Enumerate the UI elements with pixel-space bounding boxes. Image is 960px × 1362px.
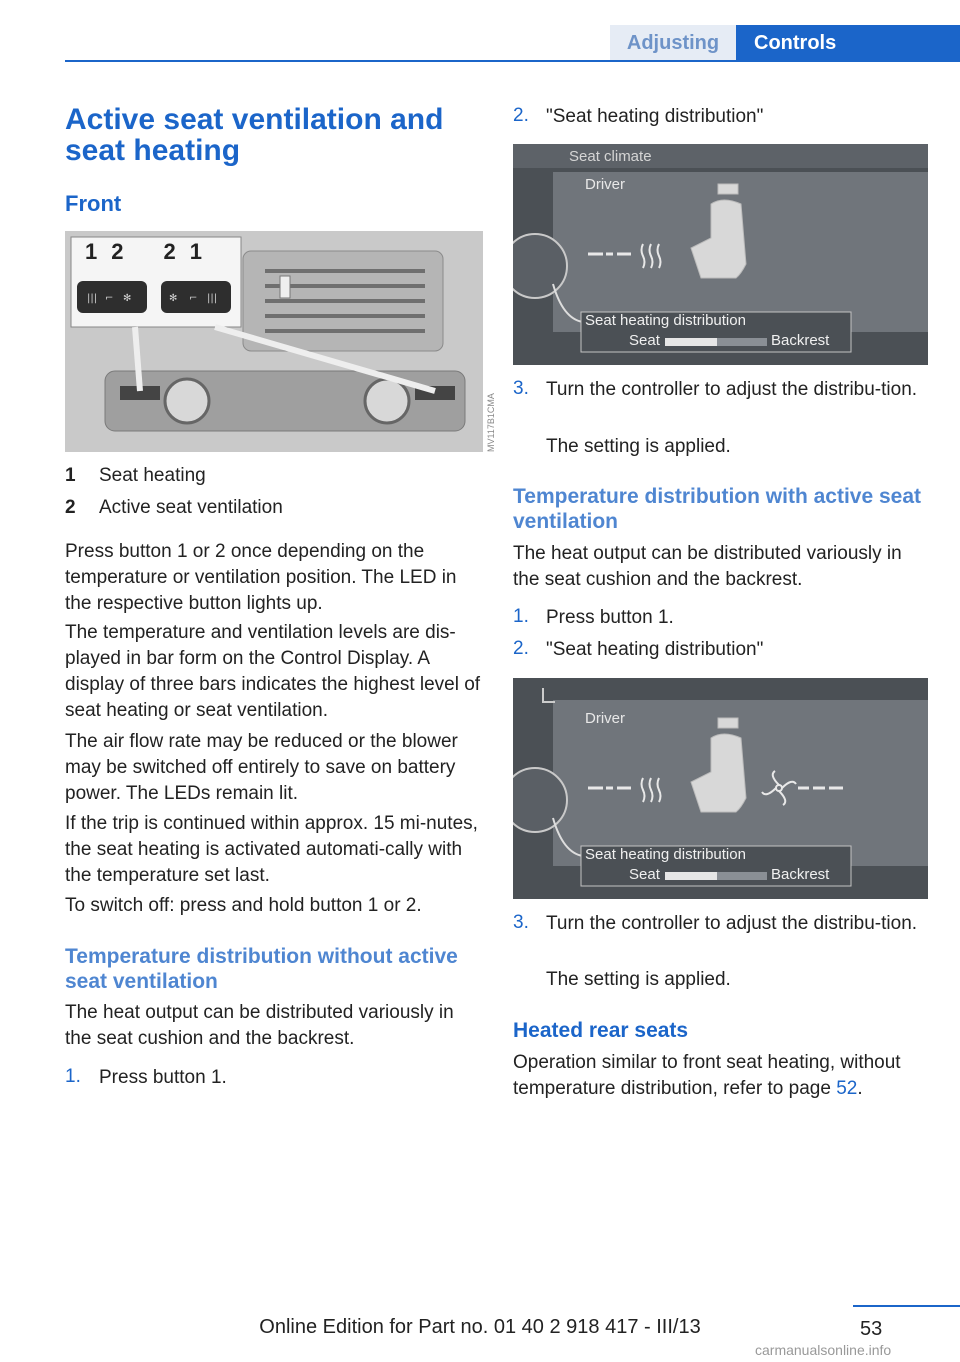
screen1-seat: Seat <box>629 332 660 349</box>
section-title-rear-seats: Heated rear seats <box>513 1019 689 1042</box>
page-number-rule <box>853 1305 960 1307</box>
b-step-num-2: 2. <box>513 638 529 659</box>
screen2-menu[interactable]: Seat heating distribution <box>585 846 746 863</box>
screen2-seat: Seat <box>629 866 660 883</box>
rear-end: . <box>857 1078 863 1099</box>
screen1-header: Seat climate <box>569 148 652 165</box>
step-text-1: Press button 1. <box>99 1067 227 1088</box>
b-step-num-1: 1. <box>513 606 529 627</box>
seat-distribution-screen <box>513 678 928 899</box>
b-step-text-2: "Seat heating distribution" <box>546 639 764 660</box>
svg-text:⌐: ⌐ <box>189 293 198 304</box>
screen1-backrest: Backrest <box>771 332 830 349</box>
page-number: 53 <box>860 1318 883 1340</box>
section-title-with-ventilation: Temperature distribution with active seat ventilation <box>513 485 922 533</box>
legend-num-2: 2 <box>65 497 76 518</box>
step-text-3: Turn the controller to adjust the distribu‐tion. <box>546 379 918 400</box>
screen1-menu[interactable]: Seat heating distribution <box>585 312 746 329</box>
step-num-1: 1. <box>65 1066 81 1087</box>
svg-text:⌐: ⌐ <box>105 293 114 304</box>
section-title-without-ventilation: Temperature distribution without active seat ventilation <box>65 945 458 993</box>
step-num-3: 3. <box>513 378 529 399</box>
paragraph-trip: If the trip is continued within approx. 15 mi‐nutes, the seat heating is activated automati‐cally with the temperature set last. <box>65 813 478 886</box>
fig-label-1a: 1 <box>85 239 106 264</box>
fig-label-2b: 2 <box>163 239 184 264</box>
section-tab-adjusting[interactable]: Adjusting <box>610 25 736 61</box>
screen2-backrest: Backrest <box>771 866 830 883</box>
paragraph-air-flow: The air flow rate may be reduced or the blower may be switched off entirely to save on battery power. The LEDs remain lit. <box>65 731 458 804</box>
seat-climate-screen <box>513 144 928 365</box>
step-num-2: 2. <box>513 105 529 126</box>
svg-text:|||: ||| <box>87 293 98 304</box>
screen1-driver: Driver <box>585 176 625 193</box>
watermark: carmanualsonline.info <box>755 1342 892 1358</box>
rear-text: Operation similar to front seat heating, without temperature distribution, refer to page <box>513 1052 901 1099</box>
b-step-text-1: Press button 1. <box>546 607 674 628</box>
figure-code: MV117B1CMA <box>486 393 496 452</box>
svg-text:|||: ||| <box>207 293 218 304</box>
fig-label-1b: 1 <box>189 239 210 264</box>
step-result-3: The setting is applied. <box>546 436 731 457</box>
subtitle-front: Front <box>65 191 122 216</box>
header-rule <box>65 60 960 62</box>
page-title: Active seat ventilation and seat heating <box>65 103 444 167</box>
screen2-driver: Driver <box>585 710 625 727</box>
legend-text-1: Seat heating <box>99 465 206 486</box>
b-step-num-3: 3. <box>513 912 529 933</box>
section-tab-controls[interactable]: Controls <box>736 25 960 61</box>
paragraph-rear-seats <box>513 1050 933 1102</box>
page-link-52[interactable]: 52 <box>836 1078 858 1099</box>
svg-text:✻: ✻ <box>123 293 132 304</box>
fig-label-2a: 2 <box>111 239 132 264</box>
paragraph-levels: The temperature and ventilation levels are dis‐played in bar form on the Control Display. A display of three bars indicates the highest level of seat heating or seat ventilation. <box>65 622 481 721</box>
b-step-text-3: Turn the controller to adjust the distribu‐tion. <box>546 913 918 934</box>
seat-climate-graphic <box>513 144 928 365</box>
dashboard-figure <box>65 231 483 452</box>
section-paragraph-with-ventilation: The heat output can be distributed variously in the seat cushion and the backrest. <box>513 543 902 590</box>
svg-text:✻: ✻ <box>169 293 178 304</box>
paragraph-switch-off: To switch off: press and hold button 1 or 2. <box>65 895 422 916</box>
b-step-result-3: The setting is applied. <box>546 969 731 990</box>
step-text-2: "Seat heating distribution" <box>546 106 764 127</box>
legend-text-2: Active seat ventilation <box>99 497 283 518</box>
legend-num-1: 1 <box>65 465 76 486</box>
footer-edition: Online Edition for Part no. 01 40 2 918 417 - III/13 <box>259 1316 701 1338</box>
seat-distribution-graphic <box>513 678 928 899</box>
section-paragraph-without-ventilation: The heat output can be distributed variously in the seat cushion and the backrest. <box>65 1002 454 1049</box>
paragraph-press-button: Press button 1 or 2 once depending on the temperature or ventilation position. The LED in the respective button lights up. <box>65 541 457 614</box>
